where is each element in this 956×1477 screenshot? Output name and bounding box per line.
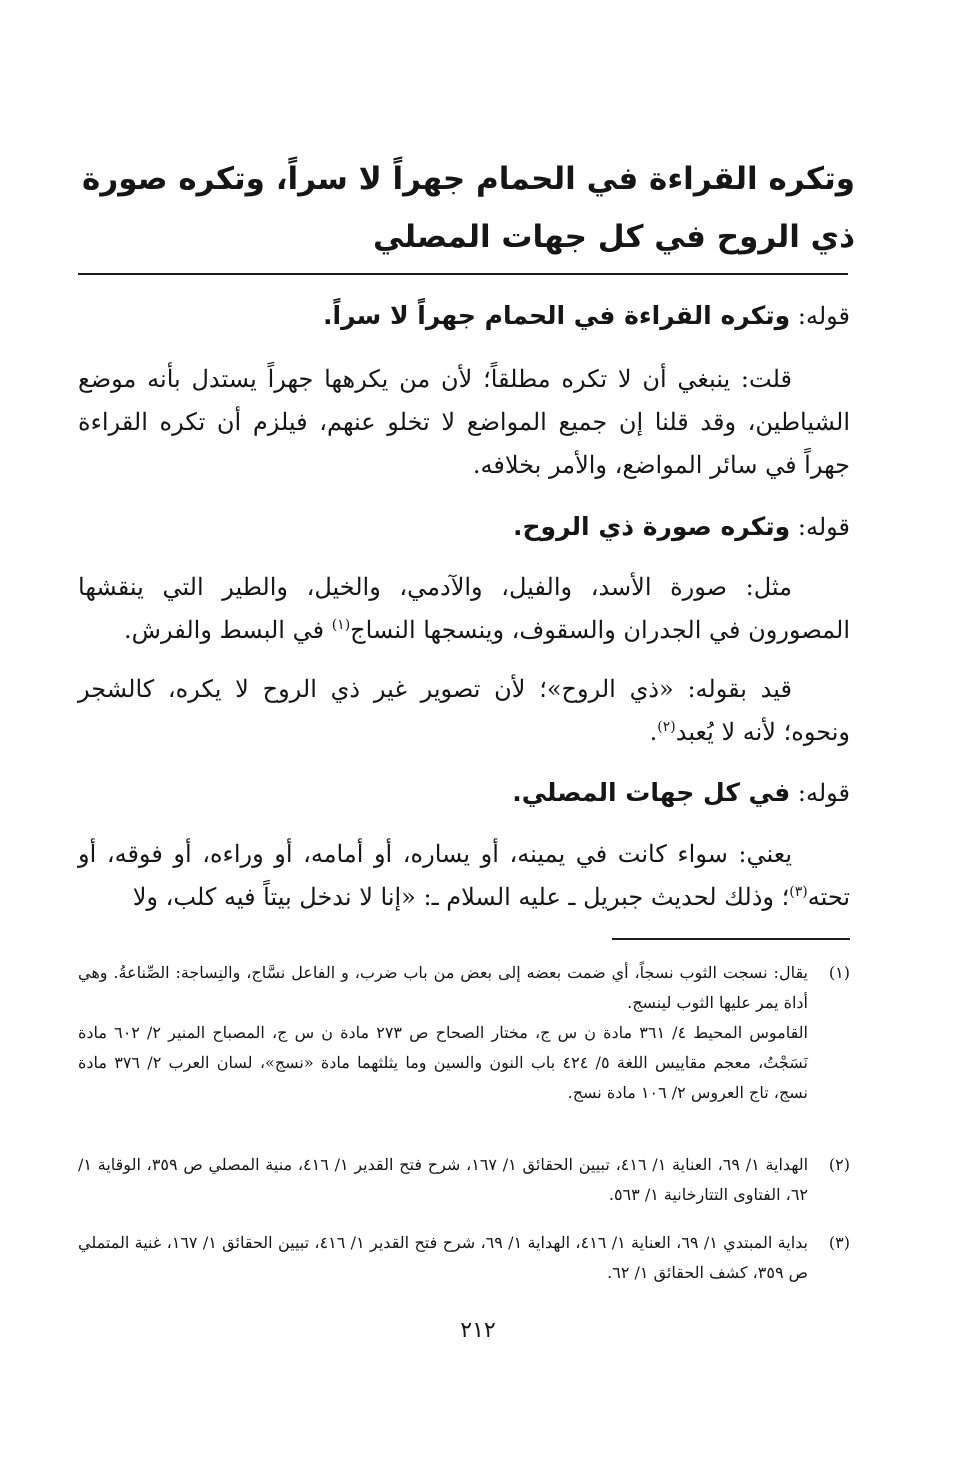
- footnote-1: [78, 958, 850, 1108]
- footnote-number: (١): [828, 963, 850, 982]
- footnote-ref-2: (٢): [657, 719, 676, 735]
- section-3-heading: [78, 773, 908, 813]
- paragraph-tail: ؛ وذلك لحديث جبريل ـ عليه السلام ـ: «إنا لا ندخل بيتاً فيه كلب، ولا: [132, 883, 790, 911]
- section-2-paragraph-2: [78, 668, 850, 754]
- section-2-heading: [78, 507, 908, 547]
- section-1-heading: [78, 296, 908, 336]
- footnote-text: الهداية ١/ ٦٩، العناية ١/ ٤١٦، تبيين الحقائق ١/ ١٦٧، شرح فتح القدير ١/ ٤١٦، منية المصلي ص ٣٥٩، الوقاية ١/ ٦٢، الفتاوى التتارخانية ١/ ٥٦٣.: [78, 1155, 809, 1204]
- section-1-quote: وتكره القراءة في الحمام جهراً لا سراً.: [323, 301, 791, 330]
- footnote-ref-1: (١): [331, 617, 351, 633]
- section-3-paragraph-1: [78, 833, 850, 919]
- footnote-divider: [612, 938, 850, 940]
- footnote-number: (٣): [828, 1233, 850, 1252]
- footnote-ref-3: (٣): [789, 884, 808, 900]
- paragraph-text: قلت: ينبغي أن لا تكره مطلقاً؛ لأن من يكرهها جهراً يستدل بأنه موضع الشياطين، وقد قلنا إن جميع المواضع لا تخلو عنهم، فيلزم أن تكره القراءة جهراً في سائر المواضع، والأمر بخلافه.: [78, 365, 850, 479]
- paragraph-text: يعني: سواء كانت في يمينه، أو يساره، أو أمامه، أو وراءه، أو فوقه، أو تحته: [78, 840, 850, 911]
- paragraph-tail: .: [649, 718, 658, 746]
- chapter-title: وتكره القراءة في الحمام جهراً لا سراً، وتكره صورة ذي الروح في كل جهات المصلي: [82, 161, 855, 255]
- footnote-text: بداية المبتدي ١/ ٦٩، العناية ١/ ٤١٦، الهداية ١/ ٦٩، شرح فتح القدير ١/ ٤١٦، تبيين الحقائق ١/ ١٦٧، غنية المتملي ص ٣٥٩، كشف الحقائق ١/ ٦٢.: [78, 1233, 808, 1282]
- paragraph-text: قيد بقوله: «ذي الروح»؛ لأن تصوير غير ذي الروح لا يكره، كالشجر ونحوه؛ لأنه لا يُعبد: [78, 675, 850, 746]
- title-divider: [78, 273, 848, 275]
- footnote-number: (٢): [828, 1155, 850, 1174]
- section-1-label: قوله:: [790, 302, 850, 330]
- section-2-paragraph-1: [78, 566, 850, 652]
- section-2-quote: وتكره صورة ذي الروح.: [513, 512, 791, 541]
- section-3-quote: في كل جهات المصلي.: [512, 778, 791, 807]
- paragraph-tail: في البسط والفرش.: [124, 616, 332, 644]
- footnote-3: [78, 1228, 850, 1288]
- footnote-text: يقال: نسجت الثوب نسجاً، أي ضمت بعضه إلى بعض من باب ضرب، و الفاعل نسَّاج، والنِساجة: الصِّناعةُ. وهي أداة يمر عليها الثوب لينسج.: [78, 963, 808, 1012]
- section-1-paragraph-1: [78, 358, 850, 487]
- section-3-label: قوله:: [790, 779, 850, 807]
- footnote-continuation: القاموس المحيط ٤/ ٣٦١ مادة ن س ج، مختار الصحاح ص ٢٧٣ مادة ن س ج، المصباح المنير ٢/ ٦٠٢ مادة نَسَجْتُ، معجم مقاييس اللغة ٥/ ٤٢٤ باب النون والسين وما يثلثهما مادة «نسج»، لسان العرب ٢/ ٣٧٦ مادة نسج، تاج العروس ٢/ ١٠٦ مادة نسج.: [78, 1023, 809, 1102]
- page-number: ٢١٢: [460, 1318, 496, 1343]
- paragraph-text: مثل: صورة الأسد، والفيل، والآدمي، والخيل، والطير التي ينقشها المصورون في الجدران والسقوف، وينسجها النساج: [78, 573, 850, 644]
- footnote-2: [78, 1150, 850, 1210]
- section-2-label: قوله:: [790, 513, 850, 541]
